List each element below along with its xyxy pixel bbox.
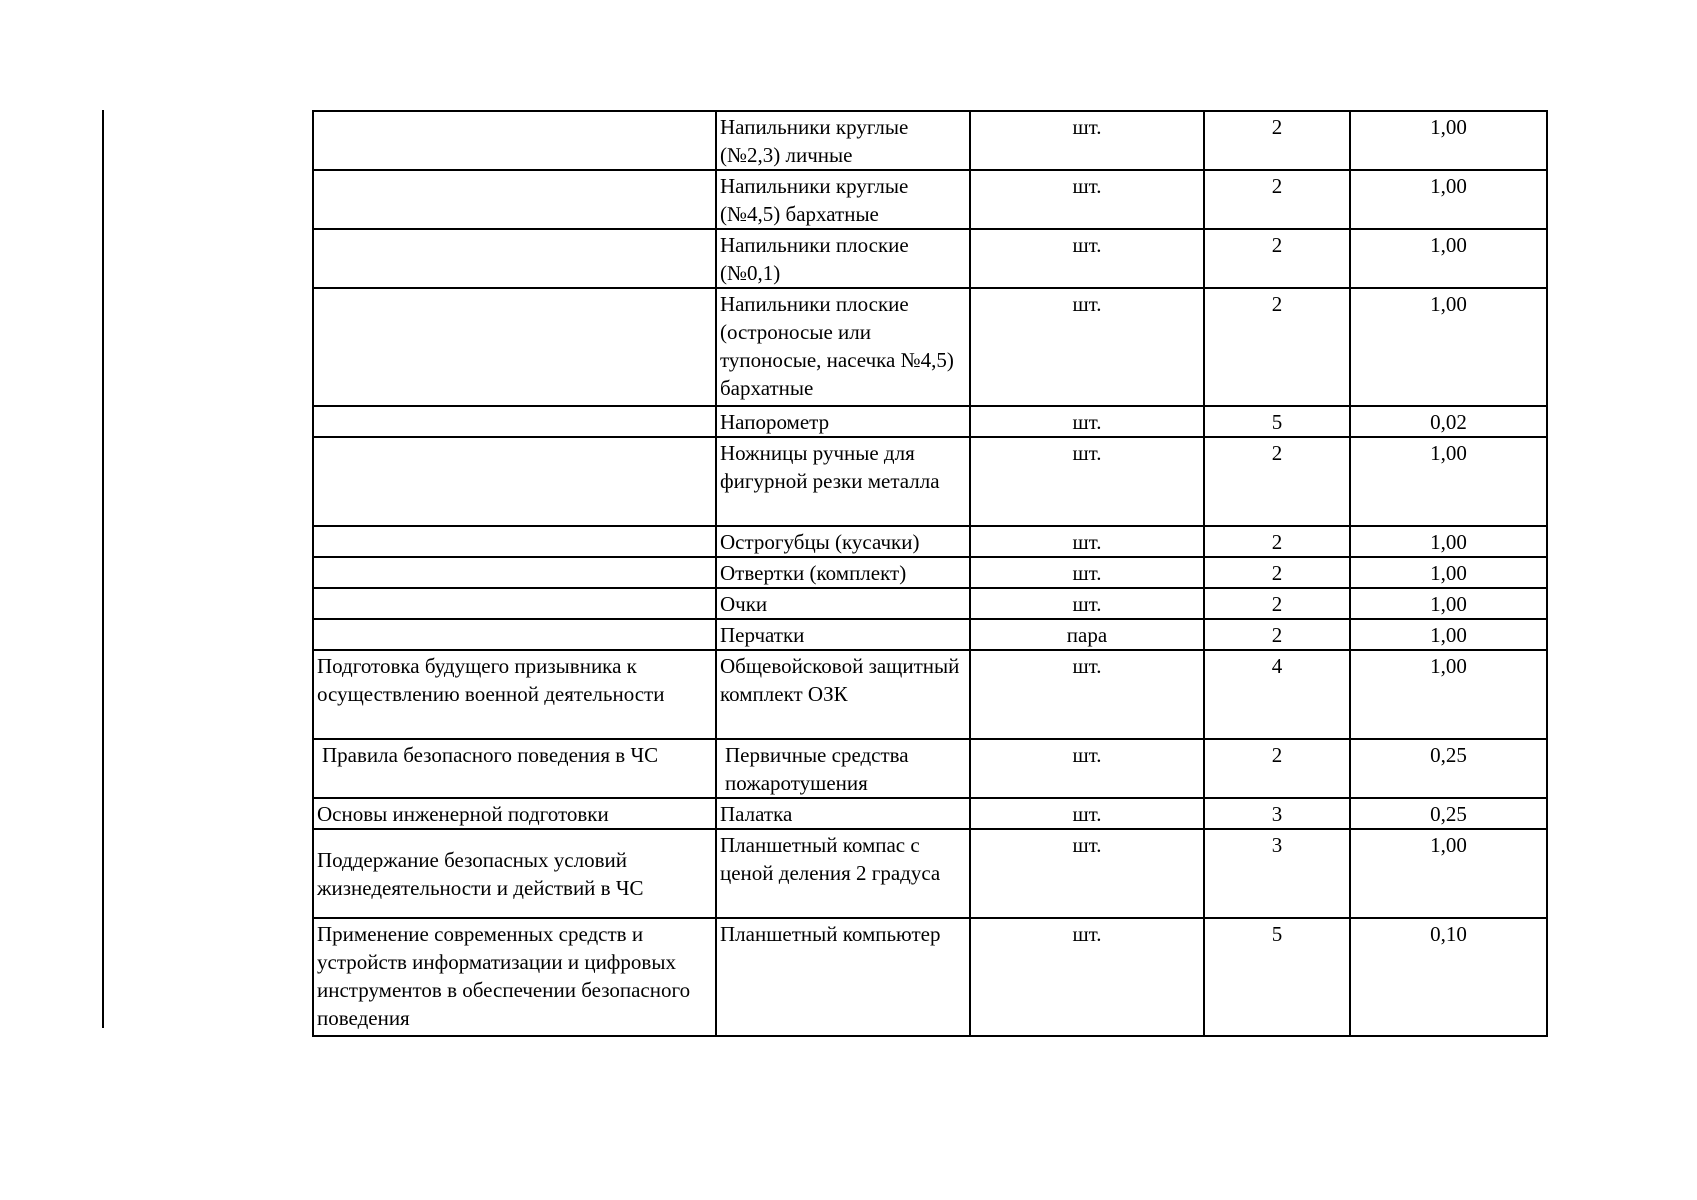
unit-cell: шт. bbox=[970, 650, 1204, 739]
equipment-table bbox=[312, 110, 1548, 1037]
qty-cell: 2 bbox=[1204, 739, 1350, 798]
coef-cell: 1,00 bbox=[1350, 557, 1547, 588]
table-row bbox=[313, 650, 1547, 739]
qty-cell: 3 bbox=[1204, 798, 1350, 829]
qty-cell: 2 bbox=[1204, 619, 1350, 650]
item-cell: Напорометр bbox=[716, 406, 970, 437]
item-cell: Ножницы ручные для фигурной резки металла bbox=[716, 437, 970, 526]
page-margin-line bbox=[102, 110, 104, 1028]
table-row bbox=[313, 437, 1547, 526]
unit-cell: шт. bbox=[970, 798, 1204, 829]
table-row bbox=[313, 406, 1547, 437]
item-cell: Отвертки (комплект) bbox=[716, 557, 970, 588]
coef-cell: 0,02 bbox=[1350, 406, 1547, 437]
item-cell: Перчатки bbox=[716, 619, 970, 650]
coef-cell: 1,00 bbox=[1350, 829, 1547, 918]
item-cell: Общевойсковой защитный комплект ОЗК bbox=[716, 650, 970, 739]
coef-cell: 1,00 bbox=[1350, 588, 1547, 619]
table-row bbox=[313, 619, 1547, 650]
item-cell: Острогубцы (кусачки) bbox=[716, 526, 970, 557]
qty-cell: 5 bbox=[1204, 918, 1350, 1036]
qty-cell: 2 bbox=[1204, 526, 1350, 557]
unit-cell: шт. bbox=[970, 918, 1204, 1036]
item-cell: Очки bbox=[716, 588, 970, 619]
section-cell: Основы инженерной подготовки bbox=[313, 798, 716, 829]
qty-cell: 5 bbox=[1204, 406, 1350, 437]
unit-cell: шт. bbox=[970, 288, 1204, 406]
qty-cell: 2 bbox=[1204, 170, 1350, 229]
coef-cell: 0,25 bbox=[1350, 798, 1547, 829]
section-cell bbox=[313, 170, 716, 229]
coef-cell: 1,00 bbox=[1350, 650, 1547, 739]
qty-cell: 4 bbox=[1204, 650, 1350, 739]
qty-cell: 2 bbox=[1204, 588, 1350, 619]
table-row bbox=[313, 526, 1547, 557]
unit-cell: шт. bbox=[970, 406, 1204, 437]
qty-cell: 2 bbox=[1204, 437, 1350, 526]
section-cell: Применение современных средств и устройств информатизации и цифровых инструментов в обеспечении безопасного поведения bbox=[313, 918, 716, 1036]
coef-cell: 1,00 bbox=[1350, 229, 1547, 288]
qty-cell: 2 bbox=[1204, 288, 1350, 406]
unit-cell: шт. bbox=[970, 437, 1204, 526]
table-row bbox=[313, 739, 1547, 798]
section-cell: Подготовка будущего призывника к осуществлению военной деятельности bbox=[313, 650, 716, 739]
unit-cell: пара bbox=[970, 619, 1204, 650]
unit-cell: шт. bbox=[970, 739, 1204, 798]
table-row bbox=[313, 170, 1547, 229]
item-cell: Напильники плоские (остроносые или тупоносые, насечка №4,5) бархатные bbox=[716, 288, 970, 406]
coef-cell: 1,00 bbox=[1350, 437, 1547, 526]
coef-cell: 1,00 bbox=[1350, 619, 1547, 650]
item-cell: Планшетный компьютер bbox=[716, 918, 970, 1036]
unit-cell: шт. bbox=[970, 526, 1204, 557]
table-row bbox=[313, 229, 1547, 288]
qty-cell: 3 bbox=[1204, 829, 1350, 918]
coef-cell: 0,10 bbox=[1350, 918, 1547, 1036]
unit-cell: шт. bbox=[970, 170, 1204, 229]
item-cell: Напильники плоские (№0,1) bbox=[716, 229, 970, 288]
qty-cell: 2 bbox=[1204, 557, 1350, 588]
section-cell bbox=[313, 437, 716, 526]
table-row bbox=[313, 557, 1547, 588]
table-row bbox=[313, 588, 1547, 619]
section-cell: Правила безопасного поведения в ЧС bbox=[313, 739, 716, 798]
section-cell bbox=[313, 588, 716, 619]
coef-cell: 1,00 bbox=[1350, 526, 1547, 557]
table-row bbox=[313, 798, 1547, 829]
coef-cell: 1,00 bbox=[1350, 288, 1547, 406]
unit-cell: шт. bbox=[970, 588, 1204, 619]
coef-cell: 0,25 bbox=[1350, 739, 1547, 798]
qty-cell: 2 bbox=[1204, 229, 1350, 288]
section-cell bbox=[313, 557, 716, 588]
qty-cell: 2 bbox=[1204, 111, 1350, 170]
section-cell: Поддержание безопасных условий жизнедеятельности и действий в ЧС bbox=[313, 829, 716, 918]
table-row bbox=[313, 111, 1547, 170]
unit-cell: шт. bbox=[970, 111, 1204, 170]
unit-cell: шт. bbox=[970, 229, 1204, 288]
item-cell: Палатка bbox=[716, 798, 970, 829]
section-cell bbox=[313, 229, 716, 288]
item-cell: Первичные средства пожаротушения bbox=[716, 739, 970, 798]
item-cell: Планшетный компас с ценой деления 2 градуса bbox=[716, 829, 970, 918]
table-row bbox=[313, 918, 1547, 1036]
section-cell bbox=[313, 111, 716, 170]
unit-cell: шт. bbox=[970, 557, 1204, 588]
unit-cell: шт. bbox=[970, 829, 1204, 918]
section-cell bbox=[313, 619, 716, 650]
coef-cell: 1,00 bbox=[1350, 111, 1547, 170]
coef-cell: 1,00 bbox=[1350, 170, 1547, 229]
section-cell bbox=[313, 288, 716, 406]
table-row bbox=[313, 288, 1547, 406]
item-cell: Напильники круглые (№4,5) бархатные bbox=[716, 170, 970, 229]
section-cell bbox=[313, 406, 716, 437]
section-cell bbox=[313, 526, 716, 557]
item-cell: Напильники круглые (№2,3) личные bbox=[716, 111, 970, 170]
table-row bbox=[313, 829, 1547, 918]
